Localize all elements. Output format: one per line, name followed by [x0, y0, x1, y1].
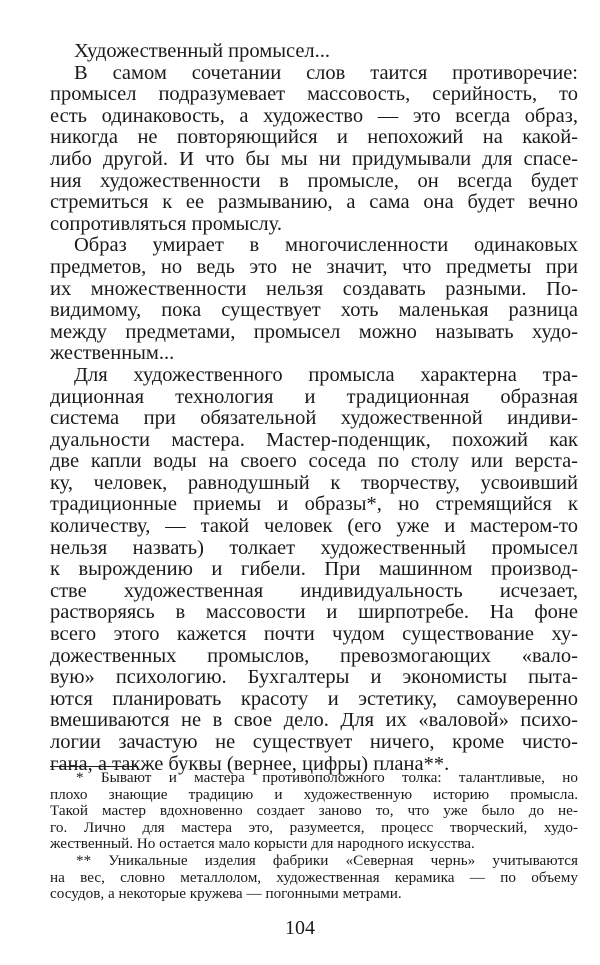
text-line: плохо знающие традицию и художественную историю промысла. [50, 785, 578, 803]
text-line: стве художественная индивидуальность исчезает, [50, 579, 578, 602]
text-line: В самом сочетании слов таится противоречие: [74, 61, 578, 84]
footnote [50, 853, 578, 903]
text-line: го. Лично для мастера это, разумеется, процесс творческий, худо- [50, 818, 578, 836]
text-line: ** Уникальные изделия фабрики «Северная чернь» учитываются [76, 851, 578, 869]
text-line: всего этого кажется почти чудом существование ху- [50, 623, 578, 646]
paragraph [50, 63, 578, 236]
text-line: диционная технология и традиционная образная [50, 385, 578, 408]
text-line: вую» психологию. Бухгалтеры и экономисты пыта- [50, 666, 578, 689]
page-number: 104 [285, 917, 315, 939]
footnote [50, 770, 578, 853]
body-text [50, 41, 578, 775]
text-line: жественный. Но остается мало корысти для народного искусства. [50, 835, 475, 853]
text-line: * Бывают и мастера противоположного толка: талантливые, но [76, 769, 578, 786]
text-line: к вырождению и гибели. При машинном производ- [50, 558, 578, 581]
text-line: стремиться к ее размыванию, а сама она будет вечно [50, 191, 578, 214]
text-line: между предметами, промысел можно называть худо- [50, 320, 578, 343]
text-line: гана, а также буквы (вернее, цифры) плана**. [50, 752, 450, 775]
paragraph [50, 235, 578, 365]
text-line: логии зачастую не существует ничего, кроме чисто- [50, 731, 578, 753]
text-line: дожественных промыслов, превозмогающих «вало- [50, 644, 578, 667]
text-line: ния художественности в промысле, он всегда будет [50, 169, 578, 192]
text-line: жественным... [50, 342, 175, 365]
text-line: Образ умирает в многочисленности одинаковых [74, 234, 578, 257]
text-line: Для художественного промысла характерна тра- [74, 363, 578, 386]
paragraph [50, 365, 578, 775]
text-line: вмешиваются не в свое дело. Для их «валовой» психо- [50, 709, 578, 732]
text-line: Такой мастер вдохновенно создает заново то, что уже было до не- [50, 802, 578, 820]
text-line: две капли воды на своего соседа по столу или верста- [50, 450, 578, 473]
text-line: Художественный промысел... [74, 40, 331, 62]
text-line: система при обязательной художественной индиви- [50, 407, 578, 430]
text-line: растворяясь в массовости и ширпотребе. На фоне [50, 601, 578, 624]
text-line: никогда не повторяющийся и непохожий на какой- [50, 126, 578, 149]
text-line: на вес, словно металлолом, художественная керамика — по объему [50, 868, 578, 886]
text-line: традиционные приемы и образы*, но стремящийся к [50, 493, 578, 516]
text-line: количеству, — такой человек (его уже и мастером-то [50, 515, 578, 538]
text-line: сосудов, а некоторые кружева — погонными метрами. [50, 885, 402, 903]
footnotes [50, 770, 578, 903]
text-line: их множественности нельзя создавать разными. По- [50, 277, 578, 300]
text-line: либо другой. И что бы мы ни придумывали для спасе- [50, 147, 578, 170]
text-line: ются планировать красоту и эстетику, самоуверенно [50, 687, 578, 710]
text-line: предметов, но ведь это не значит, что предметы при [50, 255, 578, 278]
text-line: сопротивляться промыслу. [50, 212, 282, 235]
text-line: дуальности мастера. Мастер-поденщик, похожий как [50, 428, 578, 451]
text-line: ку, человек, равнодушный к творчеству, усвоивший [50, 471, 578, 494]
text-line: есть одинаковость, а художество — это всегда образ, [50, 104, 578, 127]
text-line: видимому, пока существует хоть маленькая разница [50, 299, 578, 322]
text-line: нельзя назвать) толкает художественный промысел [50, 536, 578, 559]
text-line: промысел подразумевает массовость, серийность, то [50, 83, 578, 106]
paragraph [50, 41, 578, 63]
footnote-separator [50, 766, 138, 767]
